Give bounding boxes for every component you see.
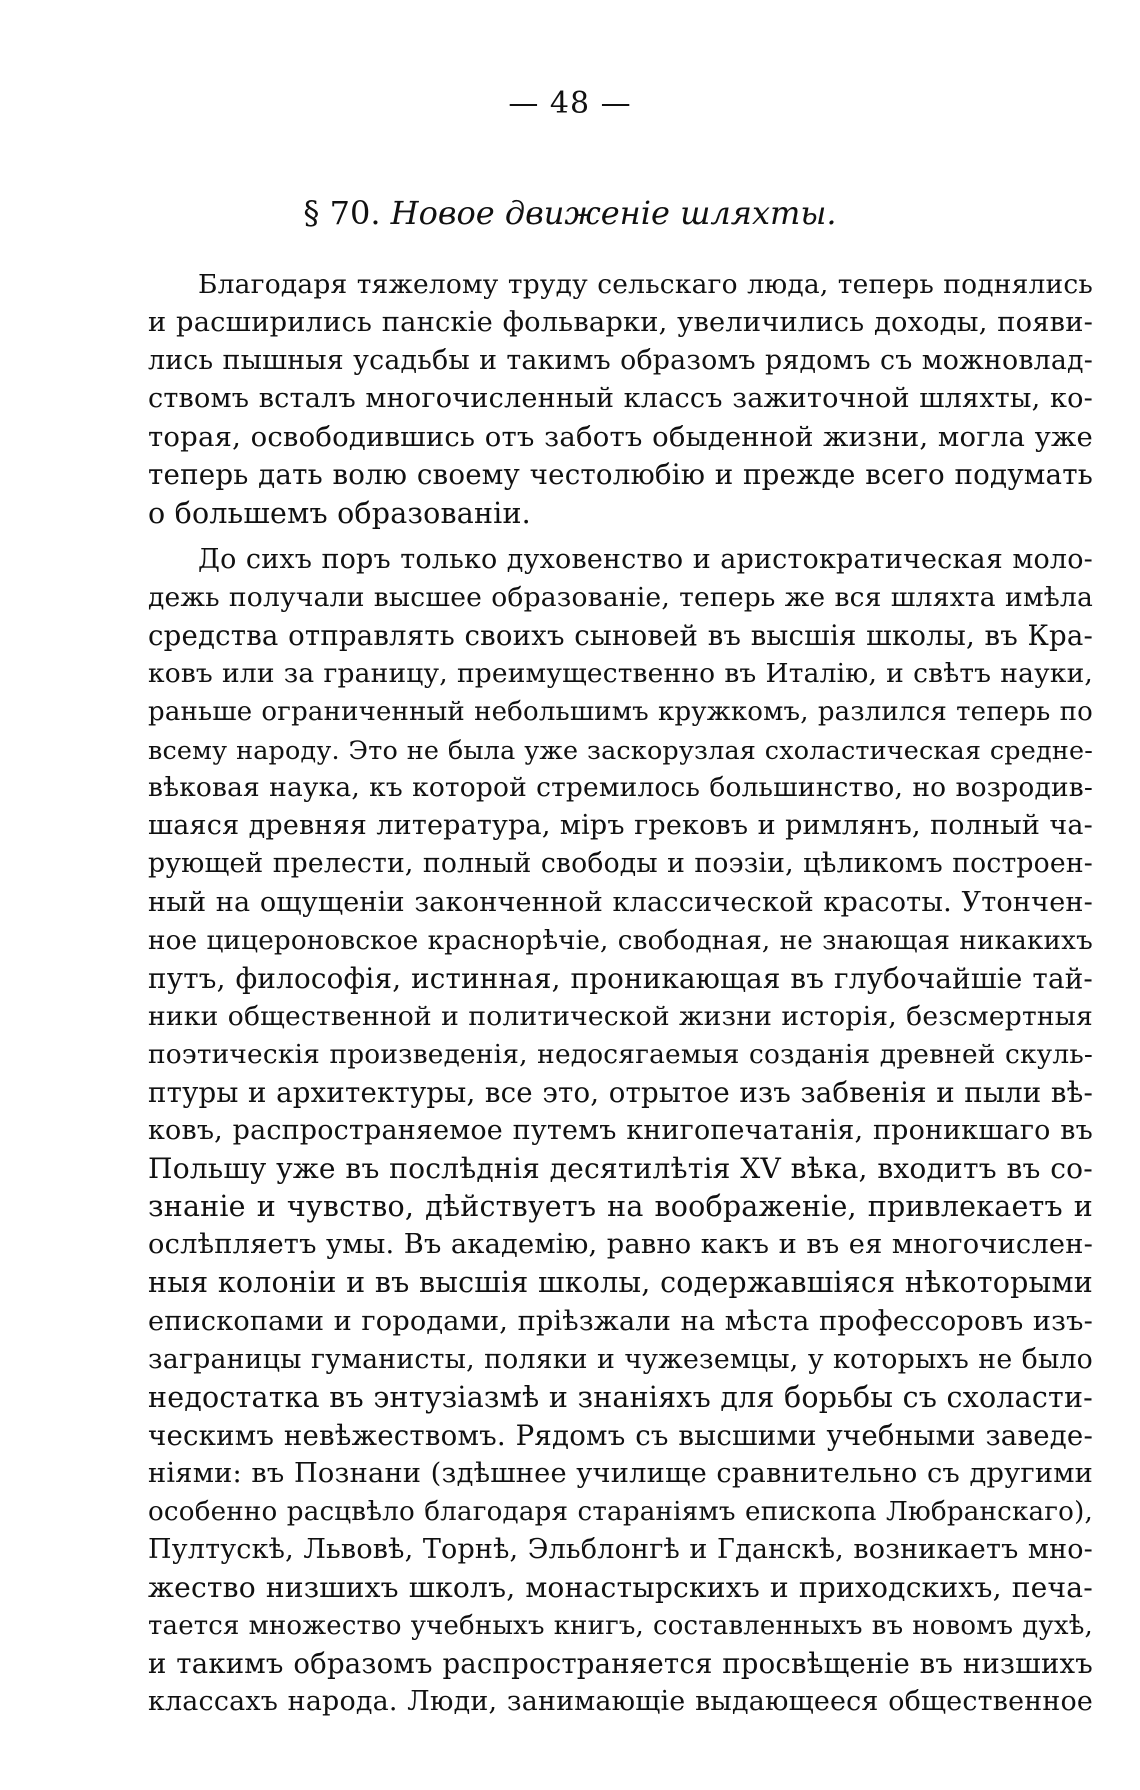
text-line: Польшу уже въ послѣднія десятилѣтія XV вѣка, входитъ въ со-	[148, 1152, 1093, 1186]
text-line: и такимъ образомъ распространяется просвѣщеніе въ низшихъ	[148, 1648, 1093, 1681]
body-text	[148, 266, 1093, 1722]
paragraph-2	[148, 541, 1093, 1722]
text-line: ствомъ всталъ многочисленный классъ зажиточной шляхты, ко-	[148, 383, 1093, 415]
paragraph-1	[148, 266, 1093, 533]
text-line: классахъ народа. Люди, занимающіе выдающееся общественное	[148, 1686, 1093, 1718]
text-line: путъ, философія, истинная, проникающая въ глубочайшіе тай-	[148, 961, 1093, 995]
text-line: теперь дать волю своему честолюбію и прежде всего подумать	[148, 458, 1093, 492]
text-line: Благодаря тяжелому труду сельскаго люда, теперь поднялись	[198, 269, 1093, 300]
text-line: рующей прелести, полный свободы и поэзіи, цѣликомъ построен-	[148, 848, 1093, 880]
text-line: ники общественной и политической жизни исторія, безсмертныя	[148, 1000, 1093, 1032]
text-line: поэтическія произведенія, недосягаемыя созданія древней скуль-	[148, 1039, 1093, 1070]
text-line: знаніе и чувство, дѣйствуетъ на воображеніе, привлекаетъ и	[148, 1190, 1093, 1224]
text-line: шаяся древняя литература, міръ грековъ и римлянъ, полный ча-	[148, 810, 1093, 842]
text-line: дежь получали высшее образованіе, теперь же вся шляхта имѣла	[148, 581, 1093, 613]
section-heading	[0, 194, 1140, 232]
section-number: § 70.	[303, 194, 381, 232]
text-line: Пултускѣ, Львовѣ, Торнѣ, Эльблонгѣ и Гданскѣ, возникаетъ мно-	[148, 1534, 1093, 1566]
section-title: Новое движеніе шляхты.	[390, 194, 837, 232]
text-line: ный на ощущеніи законченной классической красоты. Утончен-	[148, 886, 1093, 918]
text-line: торая, освободившись отъ заботъ обыденной жизни, могла уже	[148, 421, 1093, 454]
text-line: ныя колоніи и въ высшія школы, содержавшіяся нѣкоторыми	[148, 1266, 1093, 1300]
text-line: раньше ограниченный небольшимъ кружкомъ, разлился теперь по	[148, 697, 1093, 728]
text-line: всему народу. Это не была уже заскорузлая схоластическая средне-	[148, 735, 1093, 766]
text-line: епископами и городами, пріѣзжали на мѣста профессоровъ изъ-	[148, 1305, 1093, 1337]
text-line: ослѣпляетъ умы. Въ академію, равно какъ и въ ея многочислен-	[148, 1229, 1093, 1261]
text-line: ное цицероновское краснорѣчіе, свободная, не знающая никакихъ	[148, 925, 1093, 956]
text-line: ніями: въ Познани (здѣшнее училище сравнительно съ другими	[148, 1457, 1093, 1489]
text-line: ковъ или за границу, преимущественно въ Италію, и свѣтъ науки,	[148, 657, 1093, 689]
text-line: птуры и архитектуры, все это, отрытое изъ забвенія и пыли вѣ-	[148, 1075, 1093, 1109]
text-line: недостатка въ энтузіазмѣ и знаніяхъ для борьбы съ схоласти-	[148, 1380, 1093, 1414]
text-line: особенно расцвѣло благодаря стараніямъ епископа Любранскаго),	[148, 1497, 1093, 1527]
text-line: ковъ, распространяемое путемъ книгопечатанія, проникшаго въ	[148, 1115, 1093, 1147]
text-line: заграницы гуманисты, поляки и чужеземцы, у которыхъ не было	[148, 1343, 1093, 1375]
text-line: лись пышныя усадьбы и такимъ образомъ рядомъ съ можновлад-	[148, 345, 1093, 377]
text-line: тается множество учебныхъ книгъ, составленныхъ въ новомъ духѣ,	[148, 1611, 1093, 1642]
text-line: о большемъ образованіи.	[148, 496, 531, 530]
text-line: жество низшихъ школъ, монастырскихъ и приходскихъ, печа-	[148, 1571, 1093, 1605]
paragraph-gap	[148, 533, 1093, 541]
text-line: До сихъ поръ только духовенство и аристократическая моло-	[198, 543, 1093, 575]
text-line: ческимъ невѣжествомъ. Рядомъ съ высшими учебными заведе-	[148, 1418, 1093, 1452]
text-line: и расширились панскіе фольварки, увеличились доходы, появи-	[148, 307, 1093, 339]
page-number: — 48 —	[508, 86, 632, 121]
text-line: вѣковая наука, къ которой стремилось большинство, но возродив-	[148, 772, 1093, 804]
text-line: средства отправлять своихъ сыновей въ высшія школы, въ Кра-	[148, 619, 1093, 652]
